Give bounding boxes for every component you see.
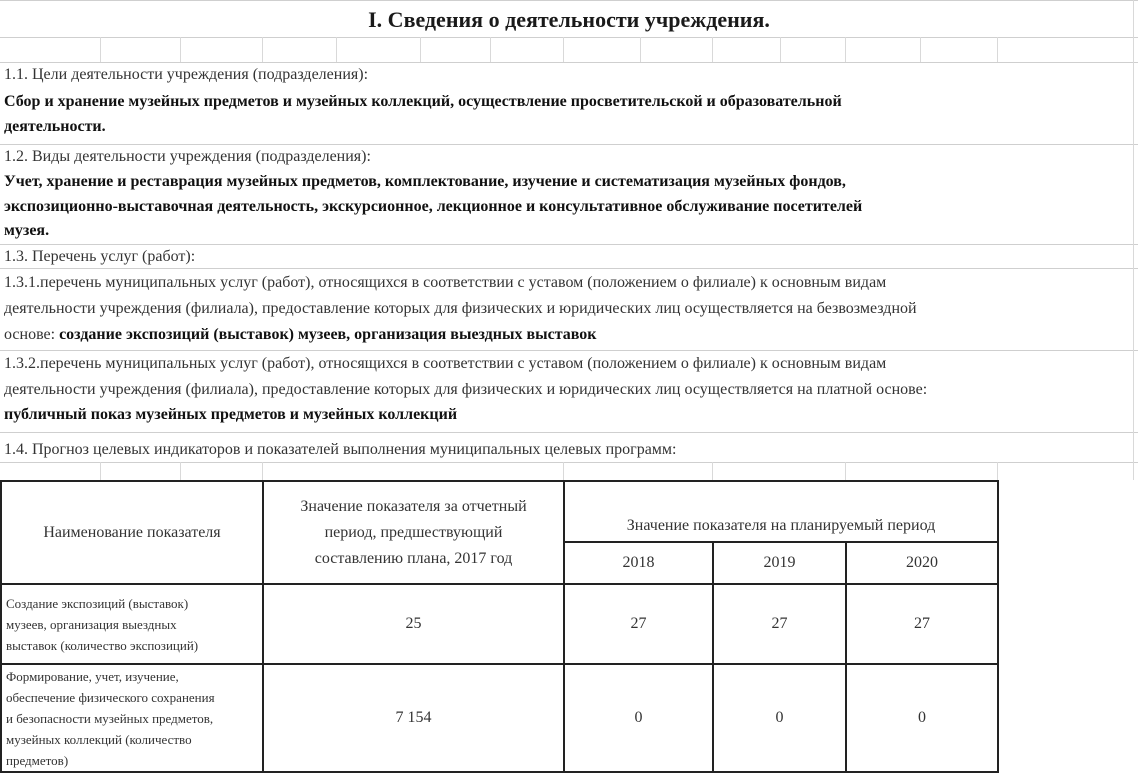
header-planned-period: Значение показателя на планируемый период	[564, 481, 998, 542]
col-divider	[845, 462, 846, 480]
table-row	[1, 584, 998, 664]
goals-line-2: деятельности.	[4, 118, 106, 135]
activities-label: 1.2. Виды деятельности учреждения (подразделения):	[4, 148, 371, 165]
col-divider	[180, 37, 181, 62]
col-divider	[180, 462, 181, 480]
activities-line-3: музея.	[4, 222, 50, 239]
value-2020: 0	[846, 664, 998, 772]
header-reported-line: Значение показателя за отчетный	[300, 497, 527, 515]
reported-value: 25	[263, 584, 564, 664]
col-divider	[920, 37, 921, 62]
table-header-row	[1, 481, 998, 542]
row-divider	[0, 144, 1138, 145]
goals-label: 1.1. Цели деятельности учреждения (подразделения):	[4, 66, 369, 83]
goals-line-1: Сбор и хранение музейных предметов и музейных коллекций, осуществление просветительской и образовательной	[4, 93, 842, 110]
row-divider	[0, 0, 1138, 1]
paid-services-line-1: 1.3.2.перечень муниципальных услуг (работ), относящихся в соответствии с уставом (положением о филиале) к основным видам	[4, 355, 887, 372]
col-divider	[997, 37, 998, 62]
indicator-name-line: выставок (количество экспозиций)	[6, 637, 199, 653]
header-year-2018: 2018	[564, 542, 713, 584]
row-divider	[0, 62, 1138, 63]
indicator-name-line: музеев, организация выездных	[6, 616, 177, 632]
row-divider	[0, 432, 1138, 433]
reported-value: 7 154	[263, 664, 564, 772]
indicator-name	[1, 664, 263, 772]
indicator-name-line: и безопасности музейных предметов,	[6, 710, 214, 726]
value-2019: 0	[713, 664, 846, 772]
header-reported-line: период, предшествующий	[324, 523, 503, 541]
col-divider	[336, 37, 337, 62]
services-label: 1.3. Перечень услуг (работ):	[4, 248, 196, 265]
paid-services-line-2: деятельности учреждения (филиала), предоставление которых для физических и юридических лиц осуществляется на платной основе:	[4, 381, 928, 398]
col-divider	[420, 37, 421, 62]
value-2018: 27	[564, 584, 713, 664]
col-divider	[563, 462, 564, 480]
col-divider	[262, 37, 263, 62]
indicator-name-line: Создание экспозиций (выставок)	[6, 595, 189, 611]
header-reported-value	[263, 481, 564, 584]
forecast-label: 1.4. Прогноз целевых индикаторов и показателей выполнения муниципальных целевых программ:	[4, 441, 677, 458]
col-divider	[100, 37, 101, 62]
col-divider	[563, 37, 564, 62]
col-divider	[712, 37, 713, 62]
header-indicator-name: Наименование показателя	[1, 481, 263, 584]
indicator-name-line: обеспечение физического сохранения	[6, 689, 215, 705]
indicator-name	[1, 584, 263, 664]
table-row	[1, 664, 998, 772]
free-services-bold: создание экспозиций (выставок) музеев, организация выездных выставок	[59, 326, 597, 343]
header-year-2019: 2019	[713, 542, 846, 584]
free-services-line-1: 1.3.1.перечень муниципальных услуг (работ), относящихся в соответствии с уставом (положением о филиале) к основным видам	[4, 274, 887, 291]
row-divider	[0, 268, 1138, 269]
activities-line-1: Учет, хранение и реставрация музейных предметов, комплектование, изучение и систематизация музейных фондов,	[4, 173, 846, 190]
paid-services-bold: публичный показ музейных предметов и музейных коллекций	[4, 406, 458, 423]
indicators-table	[0, 480, 999, 773]
indicator-name-line: предметов)	[6, 752, 69, 768]
free-services-line-2: деятельности учреждения (филиала), предоставление которых для физических и юридических лиц осуществляется на безвозмездной	[4, 300, 917, 317]
indicator-name-line: музейных коллекций (количество	[6, 731, 192, 747]
col-divider	[490, 37, 491, 62]
col-divider	[845, 37, 846, 62]
col-divider	[712, 462, 713, 480]
activities-line-2: экспозиционно-выставочная деятельность, экскурсионное, лекционное и консультативное обслуживание посетителей	[4, 198, 863, 215]
row-divider	[0, 350, 1138, 351]
row-divider	[0, 244, 1138, 245]
indicator-name-line: Формирование, учет, изучение,	[6, 668, 179, 684]
col-divider	[1133, 0, 1134, 480]
header-year-2020: 2020	[846, 542, 998, 584]
value-2018: 0	[564, 664, 713, 772]
header-reported-line: составлению плана, 2017 год	[314, 549, 513, 567]
col-divider	[640, 37, 641, 62]
value-2020: 27	[846, 584, 998, 664]
section-title: I. Сведения о деятельности учреждения.	[368, 7, 770, 32]
free-services-prefix: основе:	[4, 326, 60, 343]
col-divider	[997, 462, 998, 480]
row-divider	[0, 37, 1138, 38]
row-divider	[0, 462, 1138, 463]
col-divider	[100, 462, 101, 480]
free-services-line-3	[4, 323, 1108, 347]
value-2019: 27	[713, 584, 846, 664]
col-divider	[262, 462, 263, 480]
col-divider	[780, 37, 781, 62]
